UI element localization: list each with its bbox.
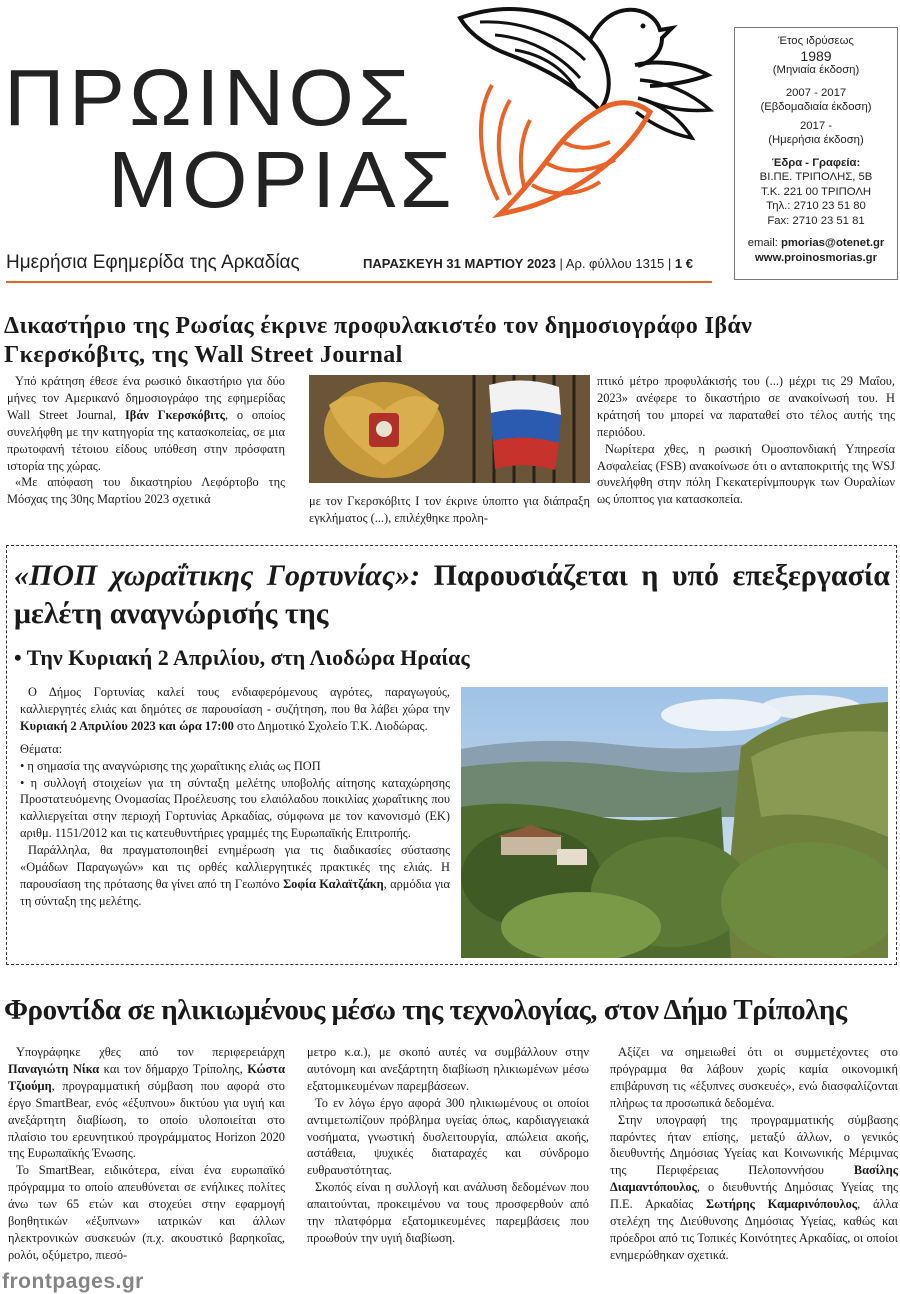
article1-column1: [7, 373, 285, 508]
fax: Fax: 2710 23 51 81: [767, 214, 865, 227]
article2-paragraph: Παράλληλα, θα πραγματοποιηθεί ενημέρωση για τις διαδικασίες σύστασης «Ομάδων Παραγωγών» και τις ορθές καλλιεργητικές πρακτικές της ελιάς. Η παρουσίαση της πρότασης θα γίνει από τη Γεωπόνο Σοφία Καλαϊτζάκη, αρμόδια για τη σύνταξη της μελέτης.: [20, 843, 450, 908]
article3-paragraph: Σκοπός είναι η συλλογή και ανάλυση δεδομένων που απαιτούνται, προκειμένου να τους προσφερθούν από την πλατφόρμα εξατομικευμένες παρεμβάσεις που προωθούν την υγιή διαβίωση.: [307, 1180, 589, 1245]
topic-item: • η συλλογή στοιχείων για τη σύνταξη μελέτης υποβολής αίτησης καταχώρησης Προστατευόμενης Ονομασίας Προέλευσης του ελαιόλαδου ποικιλίας χωραΐτικης που καλλιεργείται στην περιοχή Γορτυνίας Αρκαδίας, σύμφωνα με τον κανονισμό (ΕΚ) αριθμ. 1151/2012 και τις κατευθυντήριες γραμμές της Ευρωπαϊκής Επιτροπής.: [20, 775, 450, 841]
article1-paragraph: με τον Γκερσκόβιτς Ι τον έκρινε ύποπτο για διάπραξη εγκλήματος (...), επιλέχθηκε προλη-: [309, 494, 590, 525]
logo-title-line2: ΜΟΡΙΑΣ: [108, 135, 456, 224]
article3-paragraph: Το SmartBear, ειδικότερα, είναι ένα ευρωπαϊκό πρόγραμμα το οποίο απευθύνεται σε ενήλικες πολίτες άνω των 65 ετών και στοχεύει στην εφαρμογή βοηθητικών «έξυπνων» ιατρικών και άλλων ηλεκτρονικών συσκευών (π.χ. ακουστικό βαρηκοΐας, ρολόι, οξύμετρο, πιεσό-: [8, 1163, 285, 1262]
article2-headline: «ΠΟΠ χωραΐτικης Γορτυνίας»: Παρουσιάζεται η υπό επεξεργασία μελέτη αναγνώρισής της: [14, 559, 890, 630]
article2-photo-olive-landscape: [461, 687, 888, 958]
article3-column2: [307, 1044, 589, 1247]
weekly-years: 2007 - 2017: [785, 86, 847, 99]
masthead-rule: [6, 281, 712, 283]
topic-item: • η σημασία της αναγνώρισης της χωραΐτικης ελιάς ως ΠΟΠ: [20, 758, 321, 773]
article1-column3: [597, 373, 895, 508]
article1-paragraph: Υπό κράτηση έθεσε ένα ρωσικό δικαστήριο για δύο μήνες τον Αμερικανό δημοσιογράφο της εφημερίδας Wall Street Journal, Ιβάν Γκερσκόβιτς, ο οποίος συνελήφθη με την κατηγορία της κατασκοπείας, σε μια πρωτοφανή τέτοιου είδους υπόθεση στην πρόσφατη ιστορία της χώρας.: [7, 374, 286, 473]
article3-column3: [610, 1044, 898, 1264]
newspaper-subtitle: Ημερήσια Εφημερίδα της Αρκαδίας: [6, 252, 300, 273]
daily-edition: (Ημερήσια έκδοση): [768, 134, 864, 146]
article3-paragraph: Το εν λόγω έργο αφορά 300 ηλικιωμένους οι οποίοι αντιμετωπίζουν πρόβλημα υγείας όπως, καρδιαγγειακά νοσήματα, γνωστική δυσλειτουργία, απώλεια ακοής, αστάθεια, ψυχικές διαταραχές και σύνδρομο ευθραυστότητας.: [307, 1095, 589, 1178]
address-line1: ΒΙ.ΠΕ. ΤΡΙΠΟΛΗΣ, 5Β: [759, 171, 873, 183]
article1-paragraph: «Με απόφαση του δικαστηρίου Λεφόρτοβο της Μόσχας της 30ης Μαρτίου 2023 σχετικά: [7, 475, 285, 507]
office-label: Έδρα - Γραφεία:: [771, 156, 861, 169]
email-label: email:: [747, 237, 778, 249]
article1-photo-russian-emblem-and-flag: [309, 375, 590, 483]
article3-headline: Φροντίδα σε ηλικιωμένους μέσω της τεχνολογίας, στον Δήμο Τρίπολης: [4, 994, 847, 1026]
person-name: Παναγιώτη Νίκα: [8, 1061, 100, 1076]
article1-paragraph: Νωρίτερα χθες, η ρωσική Ομοσπονδιακή Υπηρεσία Ασφαλείας (FSB) ανακοίνωσε ότι ο ανταποκριτής της WSJ συνελήφθη στην πόλη Γκεκατερίνμπουργκ των Ουραλίων ως ύποπτος για κατασκοπεία.: [597, 441, 895, 507]
daily-years: 2017 -: [799, 119, 833, 132]
email-link[interactable]: pmorias@otenet.gr: [780, 237, 885, 249]
article3-paragraph: μετρο κ.α.), με σκοπό αυτές να συμβάλλουν στην αυτόνομη και ανεξάρτητη διαβίωση ηλικιωμένων μέσω εξατομικευμένων παρεμβάσεων.: [307, 1045, 589, 1093]
article1-headline: Δικαστήριο της Ρωσίας έκρινε προφυλακιστέο τον δημοσιογράφο Ιβάν Γκερσκόβιτς, της Wall Street Journal: [4, 313, 753, 368]
person-name: Σωτήρης Καμαρινόπουλος: [706, 1197, 858, 1212]
monthly-edition: (Μηνιαία έκδοση): [772, 64, 860, 76]
article1-paragraph: πτικό μέτρο προφυλάκισής του (...) μέχρι τις 29 Μαΐου, 2023» ανέφερε το δικαστήριο σε ανακοίνωσή του. Η κράτησή του μπορεί να παραταθεί στο τέλος αυτής της περιόδου.: [597, 374, 895, 439]
issue-number: | Αρ. φύλλου 1315 |: [559, 256, 672, 271]
article3-column1: [8, 1044, 285, 1264]
article1-column2: [309, 493, 590, 527]
person-name: Κώστα Τζιούμη: [8, 1061, 286, 1093]
address-line2: Τ.Κ. 221 00 ΤΡΙΠΟΛΗ: [760, 185, 872, 198]
founded-year: 1989: [800, 47, 832, 64]
person-name: Σοφία Καλαϊτζάκη: [283, 876, 384, 891]
email-line: [735, 236, 897, 251]
website-link[interactable]: www.proinosmorias.gr: [755, 251, 877, 264]
issue-date: ΠΑΡΑΣΚΕΥΗ 31 ΜΑΡΤΙΟΥ 2023: [363, 256, 556, 271]
logo-title-line1: ΠΡΩΙΝΟΣ: [4, 53, 415, 142]
article2-body: [20, 684, 450, 910]
person-name: Βασίλης Διαμαντόπουλος: [610, 1163, 898, 1195]
event-date: Κυριακή 2 Απριλίου 2023 και ώρα 17:00: [20, 718, 234, 733]
article3-paragraph: Υπογράφηκε χθες από τον περιφερειάρχη Παναγιώτη Νίκα και τον δήμαρχο Τρίπολης, Κώστα Τζιούμη, προγραμματική σύμβαση που αφορά στο έργο SmartBear, ενός «έξυπνου» δικτύου για υγιή και ανεξάρτητη διαβίωση, το οποίο υλοποιείται στο πλαίσιο του ερευνητικού προγράμματος Horizon 2020 της Ευρωπαϊκής Ένωσης.: [8, 1045, 286, 1161]
weekly-edition: (Εβδομαδιαία έκδοση): [760, 101, 872, 113]
person-name: Ιβάν Γκερσκόβιτς: [124, 407, 226, 422]
topics-list: [20, 741, 450, 842]
dove-logo-icon: [440, 0, 720, 230]
article2-paragraph: Ο Δήμος Γορτυνίας καλεί τους ενδιαφερόμενους αγρότες, παραγωγούς, καλλιεργητές ελιάς και δημότες σε παρουσίαση - συζήτηση, που θα λάβει χώρα την Κυριακή 2 Απριλίου 2023 και ώρα 17:00 στο Δημοτικό Σχολείο Τ.Κ. Λιοδώρας.: [20, 685, 450, 733]
dateline: [363, 256, 693, 271]
issue-price: 1 €: [674, 256, 693, 271]
founded-label: Έτος ιδρύσεως: [778, 35, 854, 47]
frontpages-watermark: frontpages.gr: [2, 1270, 144, 1293]
phone: Τηλ.: 2710 23 51 80: [766, 200, 866, 212]
article3-paragraph: Αξίζει να σημειωθεί ότι οι συμμετέχοντες στο πρόγραμμα θα λάβουν χωρίς καμία οικονομική επιβάρυνση τις «έξυπνες συσκευές», ενώ διασφαλίζονται πλήρως τα προσωπικά δεδομένα.: [610, 1045, 898, 1110]
publication-info-box: [734, 27, 898, 280]
topics-label: Θέματα:: [20, 741, 63, 756]
article2-subheading: • Την Κυριακή 2 Απριλίου, στη Λιοδώρα Ηραίας: [14, 645, 470, 670]
article3-paragraph: Στην υπογραφή της προγραμματικής σύμβασης παρόντες ήταν επίσης, μεταξύ άλλων, ο γενικός διευθυντής Δημόσιας Υγείας και Κοινωνικής Μέριμνας της Περιφέρειας Πελοποννήσου Βασίλης Διαμαντόπουλος, ο διευθυντής Δημόσιας Υγείας της Π.Ε. Αρκαδίας Σωτήρης Καμαρινόπουλος, άλλα στελέχη της Διεύθυνσης Δημόσιας Υγείας, καθώς και πρόεδροι από τις Τοπικές Κοινότητες Αρκαδίας, οι οποίοι ενημερώθηκαν σχετικά.: [610, 1112, 898, 1262]
masthead: [0, 0, 900, 290]
